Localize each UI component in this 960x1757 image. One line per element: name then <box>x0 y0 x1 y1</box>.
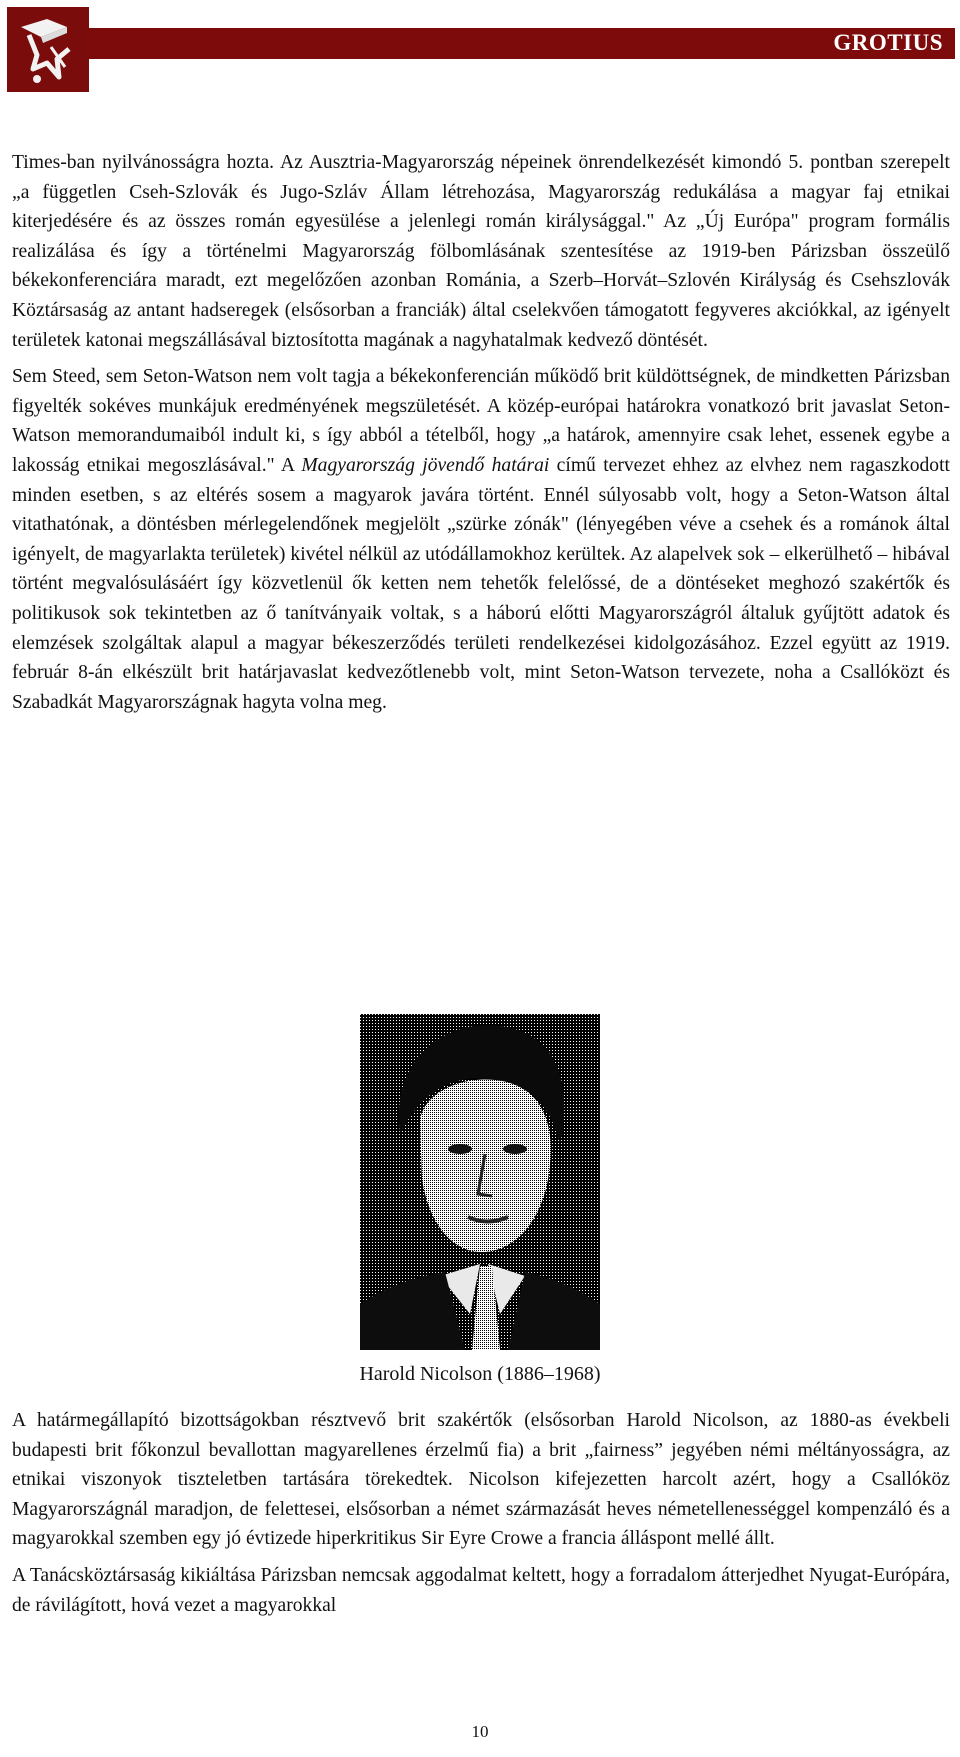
paragraph <box>12 1406 950 1554</box>
paragraph-text: A Tanácsköztársaság kikiáltása Párizsban nemcsak aggodalmat keltett, hogy a forradalom átterjedhet Nyugat-Európára, de rávilágított, hová vezet a magyarokkal <box>12 1564 950 1616</box>
grotius-logo-icon <box>7 7 89 92</box>
portrait-photo-icon <box>360 1014 600 1350</box>
body-text-top <box>12 148 950 724</box>
photo-caption: Harold Nicolson (1886–1968) <box>359 1363 601 1385</box>
paragraph <box>12 1561 950 1620</box>
paragraph-text: Times-ban nyilvánosságra hozta. Az Ausztria-Magyarország népeinek önrendelkezését kimondó 5. pontban szerepelt „a független Cseh-Szlovák és Jugo-Szláv Állam létrehozása, Magyarország redukálása a magyar faj etnikai kiterjedésére és az összes román egyesülése a jelenlegi román királysággal." Az „Új Európa" program formális realizálása és így a történelmi Magyarország fölbomlásának szentesítése az 1919-ben Párizsban összeülő békekonferenciára maradt, ezt megelőzően azonban Románia, a Szerb–Horvát–Szlovén Királyság és Csehszlovák Köztársaság az antant hadseregek (elsősorban a franciák) által cselekvően támogatott fegyveres akciókkal, az igényelt területek katonai megszállásával biztosította magának a nagyhatalmak kedvező döntését. <box>12 152 950 351</box>
page-number: 10 <box>471 1722 489 1741</box>
header-band <box>89 28 955 59</box>
page-header <box>0 0 960 100</box>
body-text-bottom <box>12 1406 950 1627</box>
paragraph-text: A határmegállapító bizottságokban résztvevő brit szakértők (elsősorban Harold Nicolson, az 1880-as évekbeli budapesti brit főkonzul bevallottan magyarellenes érzelmű fia) a brit „fairness” jegyében némi méltányosságra, az etnikai viszonyok tiszteletben tartására törekedtek. Nicolson kifejezetten harcolt azért, hogy a Csallóköz Magyarországnál maradjon, de felettesei, elsősorban a német származását heves németellenességgel kompenzáló és a magyarokkal szemben egy jó évtizede hiperkritikus Sir Eyre Crowe a francia álláspont mellé állt. <box>12 1410 950 1550</box>
paragraph-text: Sem Steed, sem Seton-Watson nem volt tagja a békekonferencián működő brit küldöttségnek, de mindketten Párizsban figyelték sokéves munkájuk eredményének megszületését. A közép-európai határokra vonatkozó brit javaslat Seton-Watson memorandumaiból indult ki, s így abból a tételből, hogy „a határok, amennyire csak lehet, essenek egybe a lakosság etnikai megoszlásával." A <box>12 366 950 476</box>
brand-title: GROTIUS <box>833 30 943 55</box>
italic-title-text: Magyarország jövendő határai <box>301 454 550 476</box>
paragraph <box>12 362 950 717</box>
paragraph-text: című tervezet ehhez az elvhez nem ragaszkodott minden esetben, s az eltérés sosem a magyarok javára történt. Ennél súlyosabb volt, hogy a Seton-Watson által vitathatónak, a döntésben mérlegelendőnek megjelölt „szürke zónák" (lényegében véve a csehek és a románok által igényelt, de magyarlakta területek) kivétel nélkül az utódállamokhoz kerültek. Az alapelvek sok – elkerülhető – hibával történt megvalósulásáért így közvetlenül ők ketten nem tehetők felelőssé, de a döntéseket meghozó szakértők és politikusok sok tekintetben az ő tanítványaik voltak, s a háború előtti Magyarországról általuk gyűjtött adatok és elemzések szolgáltak alapul a magyar békeszerződés területi rendelkezései kidolgozásához. Ezzel együtt az 1919. február 8-án elkészült brit határjavaslat kedvezőtlenebb volt, mint Seton-Watson tervezete, noha a Csallóközt és Szabadkát Magyarországnak hagyta volna meg. <box>12 454 950 713</box>
paragraph <box>12 148 950 355</box>
